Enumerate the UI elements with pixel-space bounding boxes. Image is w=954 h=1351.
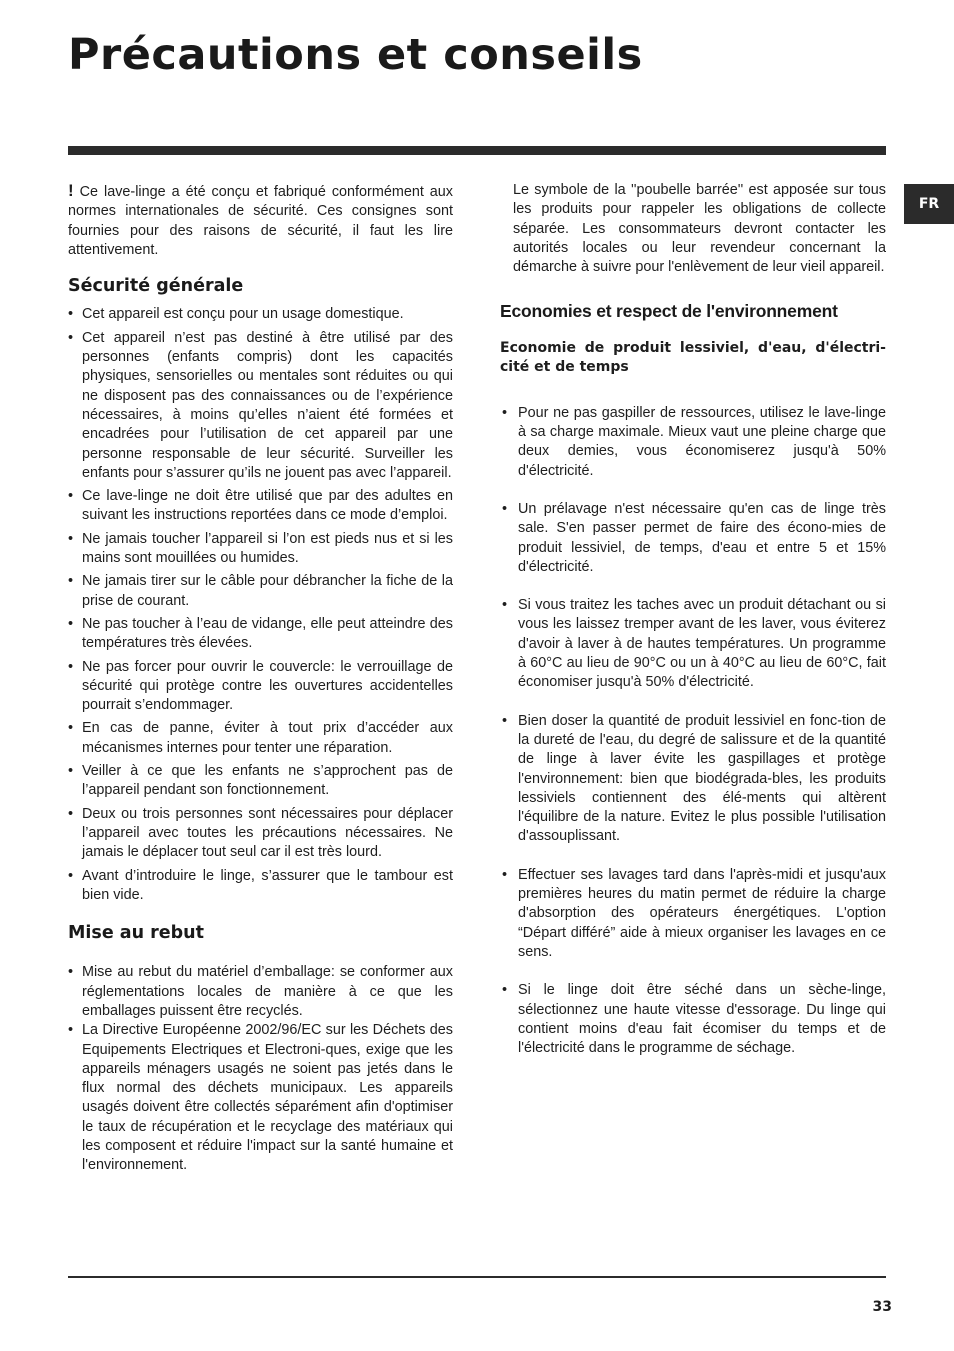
page-title: Précautions et conseils [68,30,643,80]
safety-item: • Deux ou trois personnes sont nécessaires pour déplacer l’appareil avec toutes les précautions nécessaires. Ne jamais le déplacer tout seul car il est très lourd. [68,805,453,863]
safety-item: • Ne jamais toucher l’appareil si l’on est pieds nus et si les mains sont mouillées ou humides. [68,530,453,569]
economy-item: • Effectuer ses lavages tard dans l'après-midi et jusqu'aux premières heures du matin permet de réduire la charge d'absorption des opérateurs énergétiques. L'option “Départ différé” aide à mieux organiser les lavages en ce sens. [500,866,886,962]
top-divider [68,146,886,155]
economy-item: • Pour ne pas gaspiller de ressources, utilisez le lave-linge à sa charge maximale. Mieux vaut une pleine charge que deux demies, vous économiserez jusqu'à 50% d'électricité. [500,404,886,481]
economy-item: • Un prélavage n'est nécessaire qu'en cas de linge très sale. S'en passer permet de faire des écono-mies de produit lessiviel, de temps, d'eau et entre 5 et 15% d'électricité. [500,500,886,577]
safety-item: • Cet appareil est conçu pour un usage domestique. [68,305,453,324]
bottom-divider [68,1276,886,1278]
safety-item: • Avant d’introduire le linge, s’assurer que le tambour est bien vide. [68,867,453,906]
economy-item: • Si vous traitez les taches avec un produit détachant ou si vous les laissez tremper avant de les laver, vous éviterez d'avoir à laver à de hautes températures. Un programme à 60°C au lieu de 90°C ou un à 40°C au lieu de 60°C, fait économiser jusqu'à 50% d'électricité. [500,596,886,692]
economy-item: • Bien doser la quantité de produit lessiviel en fonc-tion de la dureté de l'eau, du degré de salissure et de la quantité de linge à laver évite les gaspillages et protège l'environnement: bien que biodégrada-bles, les produits lessiviels contiennent des élé-ments qui altèrent l'équilibre de la nature. Evitez le plus possible l'utilisation d'assouplissant. [500,712,886,847]
disposal-item: • Mise au rebut du matériel d’emballage: se conformer aux réglementations locales de manière à ce que les emballages puissent être recyclés. [68,963,453,1021]
page-number: 33 [872,1299,892,1315]
safety-heading: Sécurité générale [68,276,244,297]
language-tab: FR [904,184,954,224]
economy-subheading: Economie de produit lessiviel, d'eau, d'électri-cité et de temps [500,339,886,376]
safety-item: • En cas de panne, éviter à tout prix d’accéder aux mécanismes internes pour tenter une réparation. [68,719,453,758]
safety-item: • Veiller à ce que les enfants ne s’approchent pas de l’appareil pendant son fonctionnement. [68,762,453,801]
economy-list [500,404,886,1059]
symbol-paragraph: Le symbole de la ''poubelle barrée'' est apposée sur tous les produits pour rappeler les obligations de collecte séparée. Les consommateurs devront contacter les autorités locales ou leur revendeur concernant la démarche à suivre pour l'enlèvement de leur vieil appareil. [513,182,886,276]
safety-item: • Ce lave-linge ne doit être utilisé que par des adultes en suivant les instructions reportées dans ce mode d’emploi. [68,487,453,526]
intro-text: Ce lave-linge a été conçu et fabriqué conformément aux normes internationales de sécurité. Ces consignes sont fournies pour des raisons de sécurité, il faut les lire attentivement. [68,184,454,258]
safety-item: • Ne jamais tirer sur le câble pour débrancher la fiche de la prise de courant. [68,572,453,611]
safety-item: • Ne pas toucher à l’eau de vidange, elle peut atteindre des températures très élevées. [68,615,453,654]
warning-mark: ! [68,181,74,200]
disposal-heading: Mise au rebut [68,923,205,944]
right-column [500,181,886,1077]
disposal-item: • La Directive Européenne 2002/96/EC sur les Déchets des Equipements Electriques et Electroni-ques, exige que les appareils ménagers usagés ne soient pas jetés dans le flux normal des déchets municipaux. Les appareils usagés doivent être collectés séparément afin d'optimiser le taux de récupération et le recyclage des matériaux qui les composent et réduire l'impact sur la santé humaine et l'environnement. [68,1021,453,1175]
left-column [68,181,453,1180]
safety-item: • Ne pas forcer pour ouvrir le couvercle: le verrouillage de sécurité qui protège contre les ouvertures accidentelles pourrait s’endommager. [68,658,453,716]
economy-item: • Si le linge doit être séché dans un sèche-linge, sélectionnez une haute vitesse d'essorage. Du linge qui contient moins d'eau fait écomiser du temps et de l'électricité dans le programme de séchage. [500,981,886,1058]
disposal-list [68,963,453,1175]
safety-list [68,305,453,905]
safety-item: • Cet appareil n’est pas destiné à être utilisé par des personnes (enfants compris) dont les capacités physiques, sensorielles ou mentales sont réduites ou qui ne disposent pas des connaissances ou de l’expérience nécessaires, à moins qu’elles n’aient été formées et encadrées pour l’utilisation de cet appareil par une personne responsable de leur sécurité. Surveiller les enfants pour s’assurer qu’ils ne jouent pas avec l’appareil. [68,329,453,483]
intro-paragraph [68,181,453,260]
economy-heading: Economies et respect de l'environnement [500,301,838,322]
